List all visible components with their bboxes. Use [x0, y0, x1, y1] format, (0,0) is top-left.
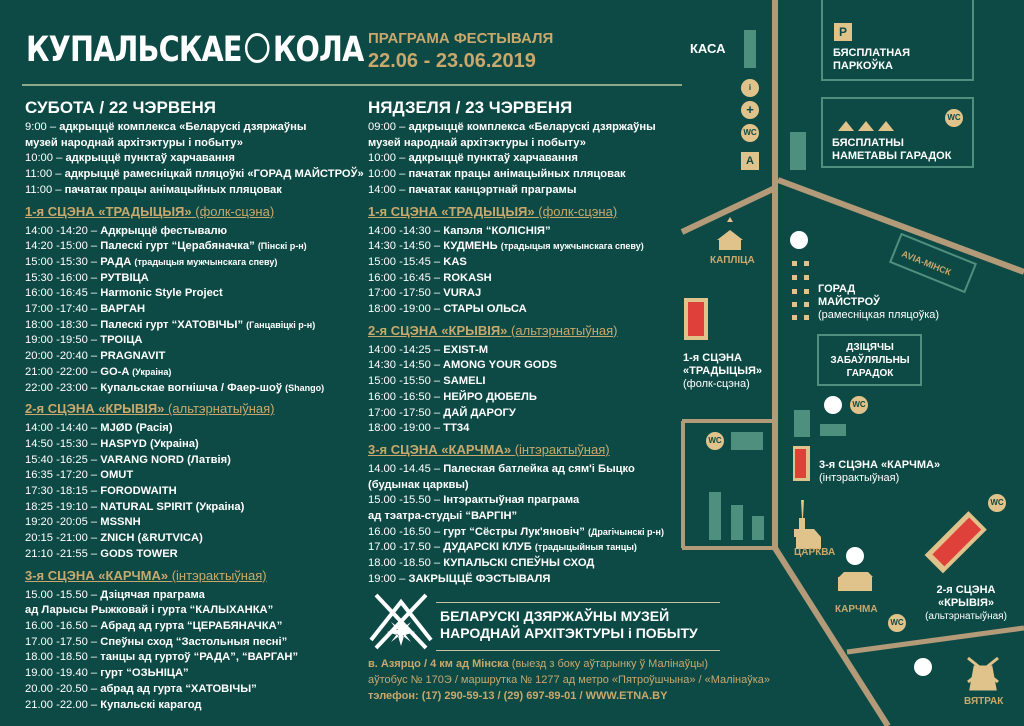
performer: Дзіцячая праграма	[100, 588, 205, 601]
tent-icon	[838, 121, 894, 131]
time: 10:00 –	[368, 168, 406, 181]
time: 17:00 -17:50 –	[368, 406, 441, 419]
note: (Драгічынскі р-н)	[588, 526, 664, 537]
performer: MJØD (Расія)	[100, 422, 173, 435]
performer: КУДМЕНЬ	[443, 240, 498, 253]
time: 19:20 -20:05 –	[25, 516, 98, 529]
performer: гурт “Сёстры Лук'яновіч”	[443, 525, 585, 538]
performer: KAS	[443, 255, 467, 268]
restaurant-icon	[914, 658, 932, 676]
time: 19:00 -19:50 –	[25, 334, 98, 347]
performer: Палескі гурт “ХАТОВІЧЫ”	[100, 318, 244, 331]
stage-type: (фолк-сцэна)	[195, 203, 275, 219]
masters-label: ГОРАД МАЙСТРОЎ (рамесніцкая пляцоўка)	[818, 283, 940, 321]
time: 16:00 -16:45 –	[25, 287, 98, 300]
performer: РАДА	[100, 255, 132, 268]
time: 20:15 -21:00 –	[25, 532, 98, 545]
time: 17:00 -17:50 –	[368, 287, 441, 300]
address: в. Азярцо / 4 км ад Мінска	[368, 658, 509, 670]
chapel-label: КАПЛІЦА	[710, 255, 755, 266]
time: 16:00 -16:50 –	[368, 390, 441, 403]
performer: EXIST-M	[443, 343, 489, 356]
time: 14:00 -14:30 –	[368, 224, 441, 237]
performer: НЕЙРО ДЮБЕЛЬ	[443, 390, 537, 403]
event: адкрыццё рамесніцкай пляцоўкі «ГОРАД МАЙСТРОЎ»	[64, 168, 364, 181]
time: 14.00 -14.45 –	[368, 462, 441, 475]
time: 19.00 -19.40 –	[25, 667, 98, 680]
event: пачатак працы анімацыйных пляцовак	[64, 183, 282, 196]
time: 20:00 -20:40 –	[25, 350, 98, 363]
performer: AMONG YOUR GODS	[442, 359, 558, 372]
time: 14:00 -14:20 –	[25, 224, 98, 237]
performer: FORODWAITH	[100, 485, 177, 498]
time: 18:00 -18:30 –	[25, 318, 98, 331]
stage-type: (фолк-сцэна)	[538, 203, 618, 219]
time: 14:00 –	[368, 183, 406, 196]
day-title: СУБОТА / 22 ЧЭРВЕНЯ	[25, 98, 216, 117]
church-label: ЦАРКВА	[794, 547, 836, 558]
building	[731, 505, 743, 540]
stage-3-marker	[793, 446, 810, 481]
performer: Палеская батлейка ад сям'і Быцко	[443, 462, 635, 475]
time: 16.00 -16.50 –	[368, 525, 441, 538]
museum-name: БЕЛАРУСКІ ДЗЯРЖАЎНЫ МУЗЕЙ НАРОДНАЙ АРХІТЭКТУРЫ і ПОБЫТУ	[440, 608, 698, 641]
windmill-label: ВЯТРАК	[964, 696, 1004, 707]
time: 09:00 –	[368, 121, 406, 133]
building	[731, 432, 763, 450]
time: 17.00 -17.50 –	[368, 541, 441, 554]
performer: ад тэатра-студыі “ВАРГІН”	[368, 510, 518, 523]
masters-stalls	[792, 261, 809, 320]
performer: гурт “ОЗЬНІЦА”	[100, 667, 189, 680]
time: 16:00 -16:45 –	[368, 271, 441, 284]
time: 15:40 -16:25 –	[25, 453, 98, 466]
time: 21.00 -22.00 –	[25, 698, 98, 711]
stage-name: 3-я СЦЭНА «КАРЧМА»	[368, 441, 512, 457]
performer: ZNICH (&RUTVICA)	[100, 532, 203, 545]
time: 14:00 -14:25 –	[368, 343, 441, 356]
time: 14:20 -15:00 –	[25, 240, 98, 253]
performer: ад Ларысы Рыжковай і гурта “КАЛЫХАНКА”	[25, 604, 274, 617]
time: 22:00 -23:00 –	[25, 381, 98, 394]
building	[752, 516, 764, 540]
event: адкрыццё комплекса «Беларускі дзяржаўны	[59, 121, 307, 133]
performer: танцы ад гуртоў “РАДА”, “ВАРГАН”	[100, 651, 299, 664]
performer: РУТВІЦА	[100, 271, 149, 284]
performer: OMUT	[100, 469, 134, 482]
first-aid-icon: +	[741, 101, 759, 119]
performer: Купальскае вогнішча / Фаер-шоў	[100, 381, 283, 394]
time: 10:00 –	[25, 152, 63, 165]
parking-label: БЯСПЛАТНАЯ ПАРКОЎКА	[833, 47, 911, 72]
time: 10:00 –	[368, 152, 406, 165]
festival-dates: 22.06 - 23.06.2019	[368, 50, 536, 72]
restaurant-icon	[824, 396, 842, 414]
time: 21:00 -22:00 –	[25, 365, 98, 378]
stage-name: 1-я СЦЭНА «ТРАДЫЦЫЯ»	[25, 203, 192, 219]
time: 15.00 -15.50 –	[25, 588, 98, 601]
event: пачатак канцэртнай праграмы	[408, 183, 577, 196]
time: 18.00 -18.50 –	[368, 557, 441, 570]
stage-name: 1-я СЦЭНА «ТРАДЫЦЫЯ»	[368, 203, 535, 219]
time: 15.00 -15.50 –	[368, 494, 441, 507]
note: (Shango)	[285, 382, 325, 393]
stage-3-label: 3-я СЦЭНА «КАРЧМА» (інтэрактыўная)	[819, 459, 941, 484]
performer: GO-A	[100, 365, 130, 378]
performer: VARANG NORD (Латвія)	[100, 453, 231, 466]
wc-icon: WC	[988, 494, 1006, 512]
wc-icon: WC	[706, 432, 724, 450]
event: адкрыццё комплекса «Беларускі дзяржаўны	[408, 121, 656, 133]
a-sign-icon: A	[741, 152, 759, 170]
time: 17.00 -17.50 –	[25, 635, 98, 648]
stage-name: 3-я СЦЭНА «КАРЧМА»	[25, 567, 169, 583]
time: 17:00 -17:40 –	[25, 303, 98, 316]
stage-1-label: 1-я СЦЭНА «ТРАДЫЦЫЯ» (фолк-сцэна)	[683, 352, 762, 390]
time: 15:00 -15:50 –	[368, 375, 441, 388]
stage-2-marker	[925, 511, 987, 573]
event: адкрыццё пунктаў харчавання	[408, 152, 578, 165]
stage-type: (інтэрактыўная)	[514, 441, 610, 457]
performer: Інтэрактыўная праграма	[443, 494, 580, 507]
time: 9:00 –	[25, 121, 57, 133]
restaurant-icon	[790, 231, 808, 249]
performer: GODS TOWER	[100, 547, 178, 560]
performer: Капэля “КОЛІСНІЯ”	[443, 224, 551, 237]
performer: ВАРГАН	[100, 303, 146, 316]
performer: ROKASH	[443, 271, 492, 284]
performer: Абрад ад гурта “ЦЕРАБЯНАЧКА”	[100, 619, 283, 632]
time: 15:00 -15:45 –	[368, 255, 441, 268]
time: 11:00 –	[25, 168, 62, 181]
performer: VURAJ	[443, 287, 482, 300]
info-icon: i	[741, 79, 759, 97]
note: (Пінскі р-н)	[257, 241, 307, 252]
building	[794, 410, 810, 437]
note: (Ганцавіцкі р-н)	[246, 319, 316, 330]
ticket-office-label: КАСА	[690, 41, 726, 56]
stage-2-label: 2-я СЦЭНА «КРЫВІЯ» (альтэрнатыўная)	[925, 584, 1007, 622]
address-note: (выезд з боку аўтарынку ў Малінаўцы)	[511, 658, 708, 670]
wc-icon: WC	[850, 396, 868, 414]
performer: абрад ад гурта “ХАТОВІЧЫ”	[100, 682, 257, 695]
performer: ДАЙ ДАРОГУ	[443, 406, 516, 419]
time: 15:30 -16:00 –	[25, 271, 98, 284]
building	[790, 132, 806, 170]
stage-type: (інтэрактыўная)	[171, 567, 267, 583]
avia-minsk-label: AVIA-MІНСК	[900, 248, 953, 278]
event: музей народнай архітэктуры і побыту»	[25, 136, 243, 149]
event: музей народнай архітэктуры і побыту»	[368, 136, 586, 149]
performer: Купальскі карагод	[100, 698, 202, 711]
time: 17:30 -18:15 –	[25, 485, 98, 498]
time: 18:25 -19:10 –	[25, 500, 98, 513]
time: 18:00 -19:00 –	[368, 422, 441, 435]
performer: SAMELI	[443, 375, 486, 388]
event: пачатак працы анімацыйных пляцовак	[408, 168, 626, 181]
time: 14:50 -15:30 –	[25, 437, 98, 450]
performer: Harmonic Style Project	[100, 287, 223, 300]
time: 16:35 -17:20 –	[25, 469, 98, 482]
stage-type: (альтэрнатыўная)	[511, 322, 618, 338]
restaurant-icon	[846, 547, 864, 565]
performer: MSSNH	[100, 516, 141, 529]
performer: HASPYD (Украіна)	[100, 437, 199, 450]
performer: (будынак царквы)	[368, 478, 469, 491]
chapel-icon	[717, 217, 743, 250]
tavern-label: КАРЧМА	[835, 604, 878, 615]
performer: Адкрыццё фестывалю	[100, 224, 228, 237]
windmill-icon	[968, 658, 998, 689]
day-title: НЯДЗЕЛЯ / 23 ЧЭРВЕНЯ	[368, 98, 573, 117]
note: (традыцыя мужчынскага спеву)	[134, 256, 278, 267]
note: (Украіна)	[132, 366, 172, 377]
road	[847, 628, 1024, 652]
transport-info: аўтобус № 170Э / маршрутка № 1277 ад метро «Пятроўшчына» / «Малінаўка»	[368, 674, 770, 686]
performer: СТАРЫ ОЛЬСА	[443, 303, 527, 316]
wc-icon: WC	[741, 124, 759, 142]
church-icon	[794, 500, 821, 549]
stage-type: (альтэрнатыўная)	[168, 401, 275, 417]
time: 14:30 -14:50 –	[368, 240, 441, 253]
stage-name: 2-я СЦЭНА «КРЫВІЯ»	[368, 322, 508, 338]
time: 14:30 -14:50 –	[368, 359, 441, 372]
performer: ДУДАРСКІ КЛУБ	[443, 541, 532, 554]
time: 19:00 –	[368, 572, 406, 585]
festival-logo: КУПАЛЬСКАЕ КОЛА	[26, 30, 364, 70]
building	[709, 492, 721, 540]
time: 15:00 -15:30 –	[25, 255, 98, 268]
time: 16.00 -16.50 –	[25, 619, 98, 632]
performer: ТТ34	[443, 422, 470, 435]
note: (традыцыйныя танцы)	[534, 542, 637, 553]
parking-icon: P	[834, 23, 852, 41]
performer: КУПАЛЬСКІ СПЕЎНЫ СХОД	[443, 557, 595, 570]
time: 18:00 -19:00 –	[368, 303, 441, 316]
performer: Палескі гурт “Церабяначка”	[100, 240, 255, 253]
wc-icon: WC	[945, 109, 963, 127]
time: 18.00 -18.50 –	[25, 651, 98, 664]
contact-info[interactable]: тэлефон: (17) 290-59-13 / (29) 697-89-01 / WWW.ETNA.BY	[368, 690, 668, 702]
note: (традыцыя мужчынскага спеву)	[500, 241, 644, 252]
stage-1-marker	[684, 298, 708, 340]
ticket-office-building	[744, 30, 756, 68]
performer: NATURAL SPIRIT (Украіна)	[100, 500, 245, 513]
stage-name: 2-я СЦЭНА «КРЫВІЯ»	[25, 401, 165, 417]
time: 11:00 –	[25, 183, 62, 196]
wc-icon: WC	[888, 614, 906, 632]
tent-camp-label: БЯСПЛАТНЫ НАМЕТАВЫ ГАРАДОК	[832, 137, 952, 162]
performer: ТРОІЦА	[100, 334, 143, 347]
kids-area-label: ДЗІЦЯЧЫ ЗАБАЎЛЯЛЬНЫ ГАРАДОК	[830, 342, 910, 379]
time: 21:10 -21:55 –	[25, 547, 98, 560]
road	[682, 188, 775, 232]
time: 20.00 -20.50 –	[25, 682, 98, 695]
event: адкрыццё пунктаў харчавання	[65, 152, 235, 165]
program-subtitle: ПРАГРАМА ФЕСТЫВАЛЯ	[368, 30, 554, 47]
performer: PRAGNAVIT	[100, 350, 166, 363]
performer: ЗАКРЫЦЦЁ ФЭСТЫВАЛЯ	[408, 572, 551, 585]
performer: Спеўны сход “Застольныя песні”	[100, 635, 288, 648]
time: 14:00 -14:40 –	[25, 422, 98, 435]
building	[820, 424, 846, 436]
tavern-icon	[838, 572, 873, 591]
